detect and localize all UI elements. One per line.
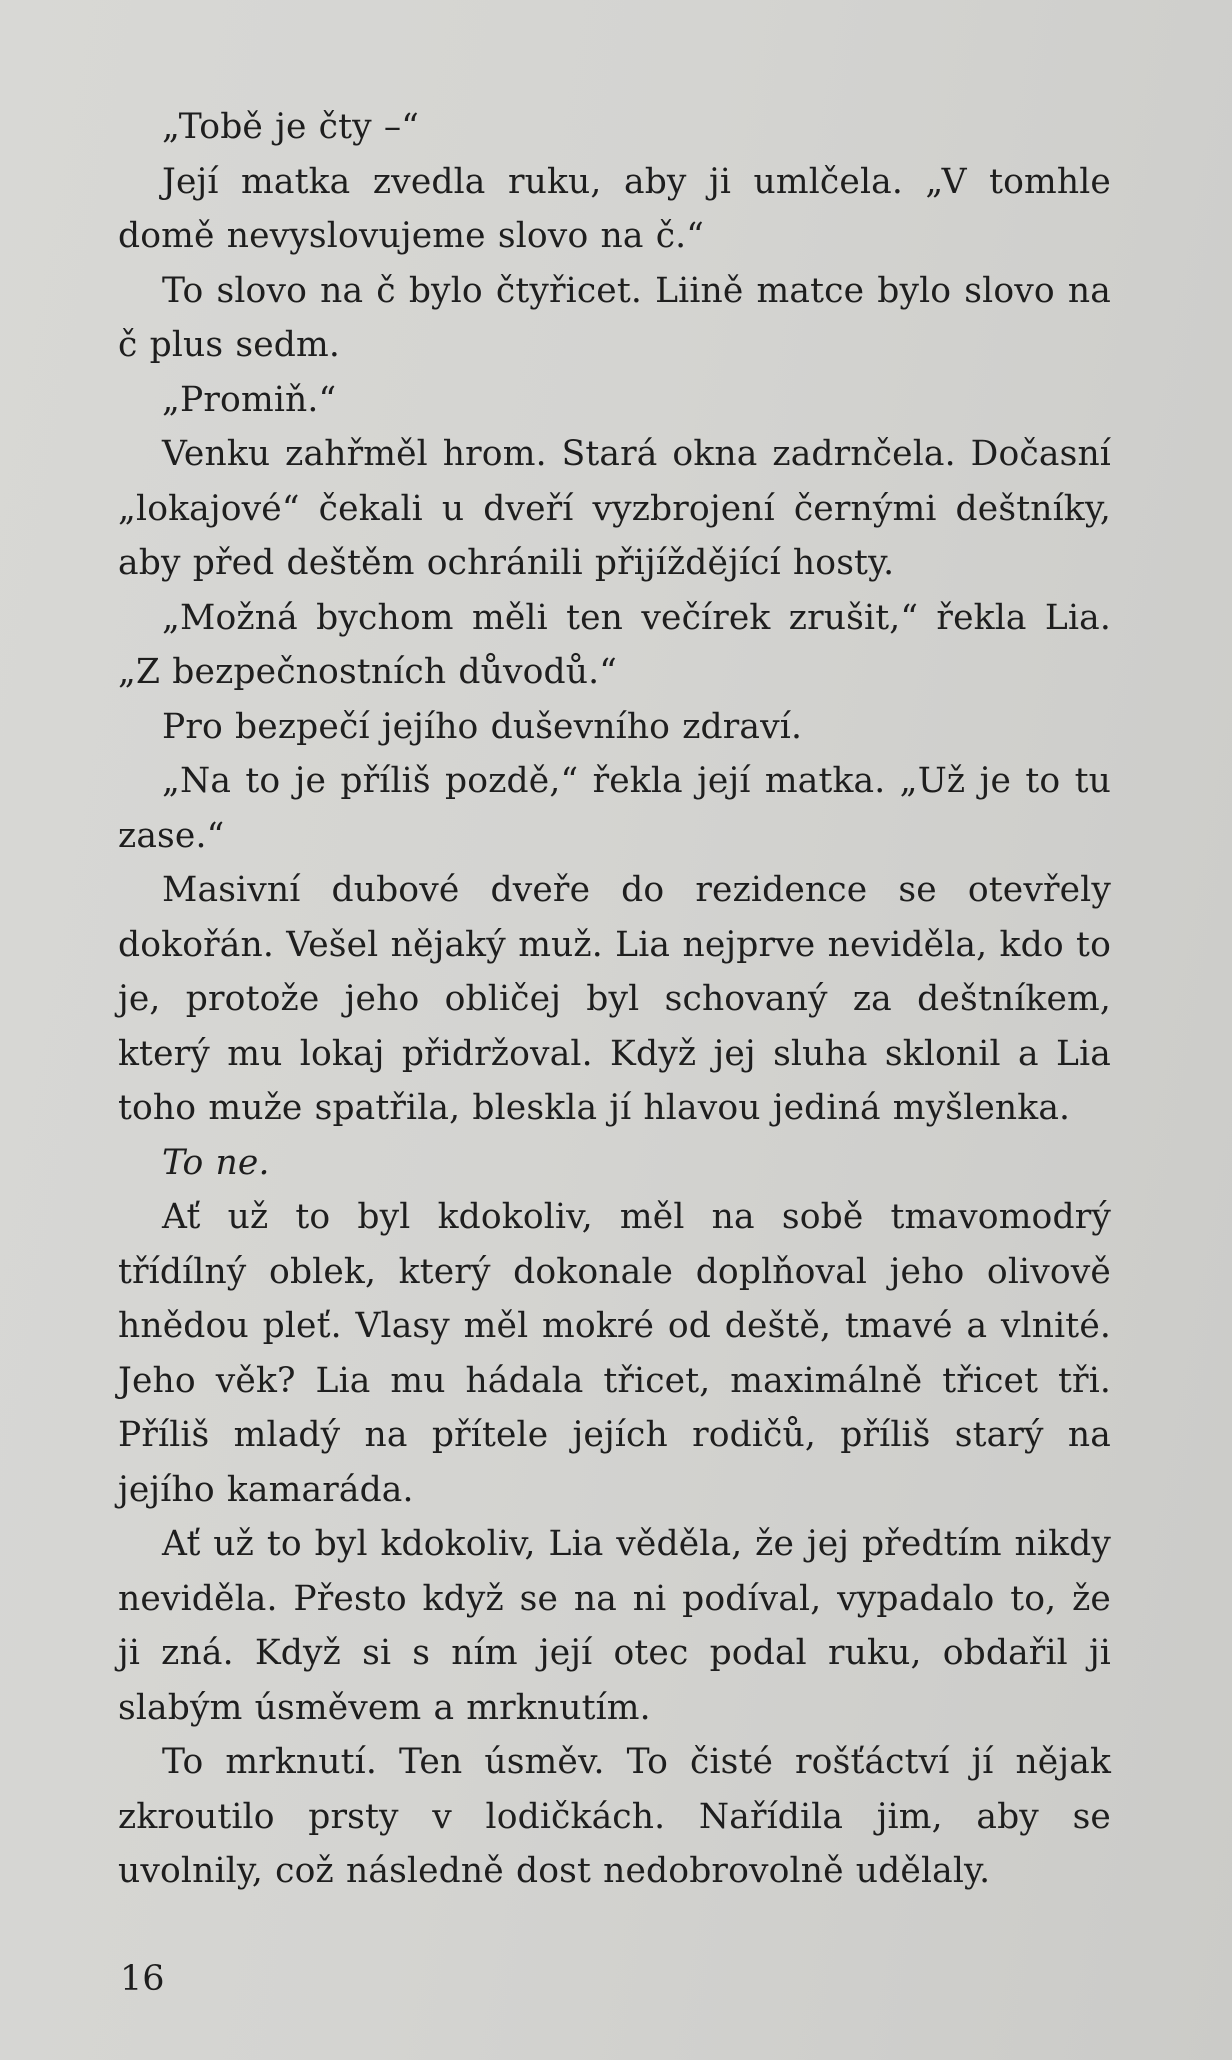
paragraph-9: Masivní dubové dveře do rezidence se otevřely dokořán. Vešel nějaký muž. Lia nejprve neviděla, kdo to je, protože jeho obličej byl schovaný za deštníkem, který mu lokaj přidržoval. Když jej sluha sklonil a Lia toho muže spatřila, bleskla jí hlavou jediná myšlenka. [118, 870, 1111, 1128]
paragraph-12: Ať už to byl kdokoliv, Lia věděla, že jej předtím nikdy neviděla. Přesto když se na ni podíval, vypadalo to, že ji zná. Když si s ním její otec podal ruku, obdařil ji slabým úsměvem a mrknutím. [118, 1524, 1111, 1728]
paragraph-3: To slovo na č bylo čtyřicet. Liině matce bylo slovo na č plus sedm. [118, 270, 1111, 365]
page-text [118, 100, 1111, 1899]
paragraph-13: To mrknutí. Ten úsměv. To čisté rošťáctví jí nějak zkroutilo prsty v lodičkách. Nařídila jim, aby se uvolnily, což následně dost nedobrovolně udělaly. [118, 1742, 1111, 1891]
paragraph-4: „Promiň.“ [162, 379, 337, 420]
paragraph-5: Venku zahřměl hrom. Stará okna zadrnčela. Dočasní „lokajové“ čekali u dveří vyzbrojení černými deštníky, aby před deštěm ochránili přijíždějící hosty. [118, 434, 1111, 583]
paragraph-6: „Možná bychom měli ten večírek zrušit,“ řekla Lia. „Z bezpečnostních důvodů.“ [118, 597, 1111, 692]
paragraph-10: To ne. [162, 1142, 270, 1183]
paragraph-11: Ať už to byl kdokoliv, měl na sobě tmavomodrý třídílný oblek, který dokonale doplňoval jeho olivově hnědou pleť. Vlasy měl mokré od deště, tmavé a vlnité. Jeho věk? Lia mu hádala třicet, maximálně třicet tři. Příliš mladý na přítele jejích rodičů, příliš starý na jejího kamaráda. [118, 1197, 1111, 1510]
paragraph-7: Pro bezpečí jejího duševního zdraví. [162, 706, 803, 747]
paragraph-1: „Tobě je čty –“ [162, 107, 420, 147]
page-number: 16 [120, 1959, 165, 1999]
paragraph-8: „Na to je příliš pozdě,“ řekla její matka. „Už je to tu zase.“ [118, 761, 1111, 856]
paragraph-2: Její matka zvedla ruku, aby ji umlčela. „V tomhle domě nevyslovujeme slovo na č.“ [118, 161, 1111, 256]
